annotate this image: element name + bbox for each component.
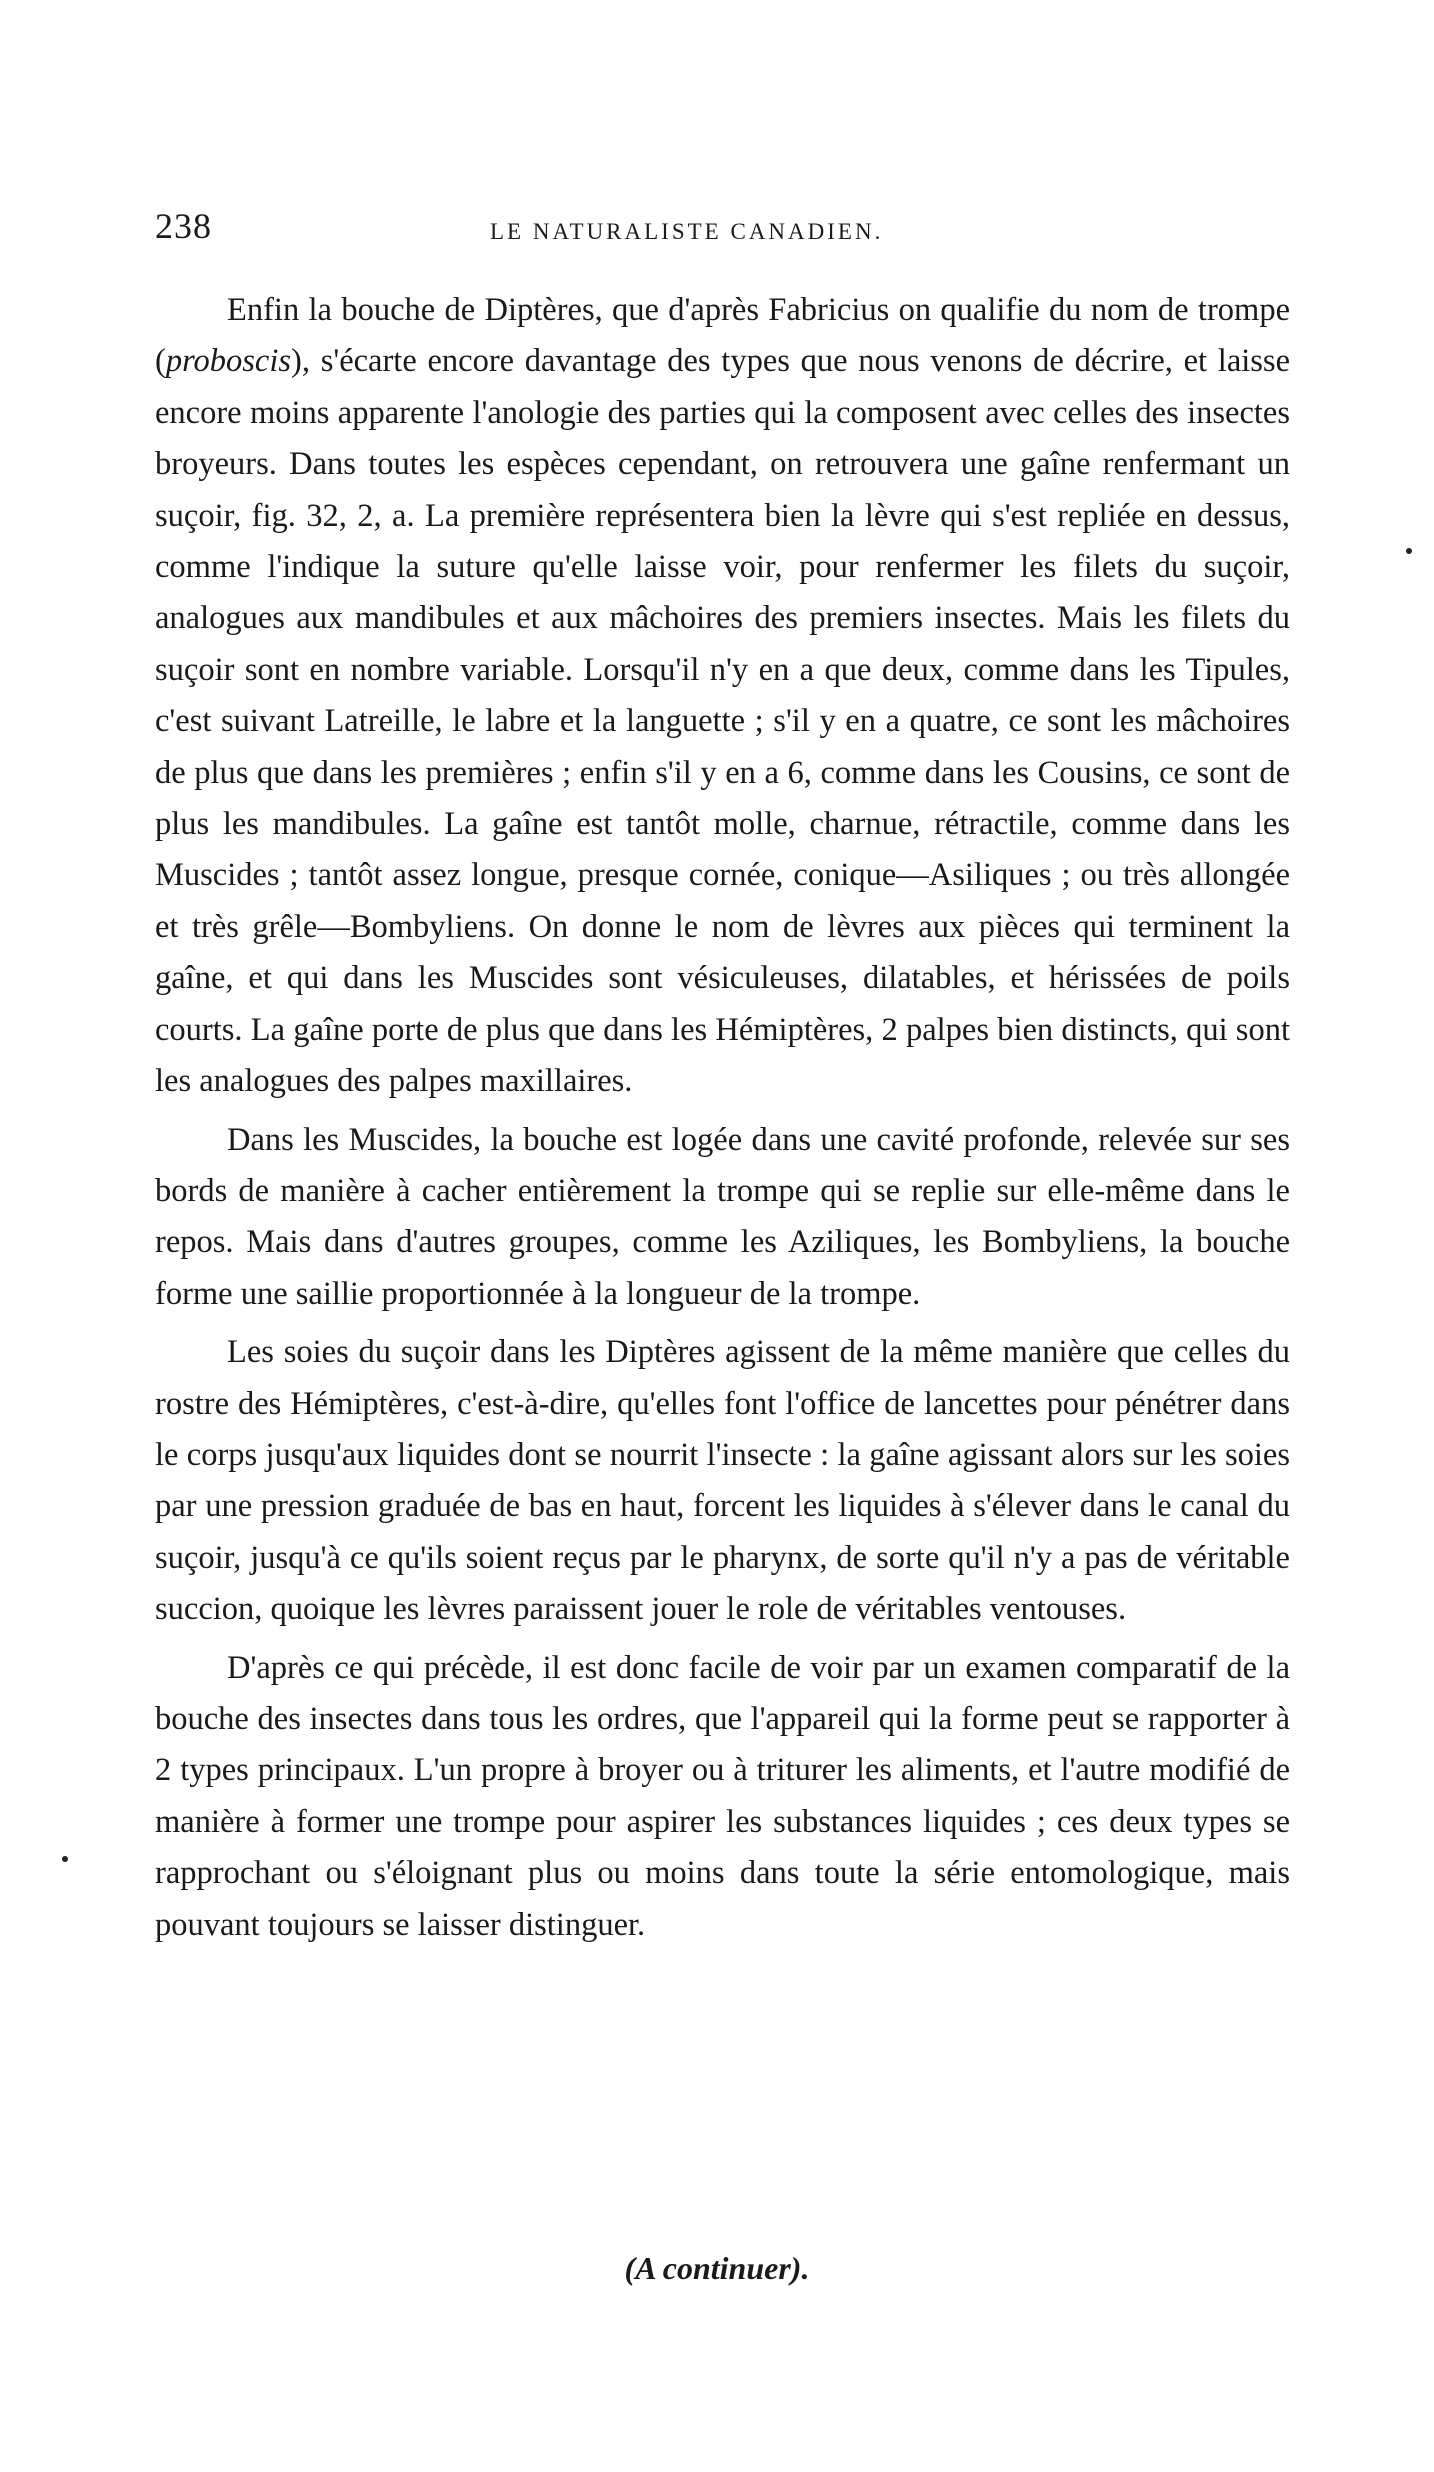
paragraph-1-start: Enfin la bouche de Diptères, que d'après Fabricius on qualifie du nom de trompe ( [155, 292, 1290, 380]
to-be-continued: (A continuer). [624, 2250, 810, 2286]
article-body [155, 285, 1290, 1958]
print-speck [62, 1856, 68, 1862]
page-number: 238 [155, 206, 212, 246]
running-title: LE NATURALISTE CANADIEN. [490, 219, 884, 244]
paragraph-3: Les soies du suçoir dans les Diptères agissent de la même manière que celles du rostre des Hémiptères, c'est-à-dire, qu'elles font l'office de lancettes pour pénétrer dans le corps jusqu'aux liquides dont se nourrit l'insecte : la gaîne agissant alors sur les soies par une pression graduée de bas en haut, forcent les liquides à s'élever dans le canal du suçoir, jusqu'à ce qu'ils soient reçus par le pharynx, de sorte qu'il n'y a pas de véritable succion, quoique les lèvres paraissent jouer le role de véritables ventouses. [155, 1334, 1290, 1628]
proboscis-term: proboscis [165, 343, 292, 380]
paragraph-4: D'après ce qui précède, il est donc facile de voir par un examen comparatif de la bouche des insectes dans tous les ordres, que l'appareil qui la forme peut se rapporter à 2 types principaux. L'un propre à broyer ou à triturer les aliments, et l'autre modifié de manière à former une trompe pour aspirer les substances liquides ; ces deux types se rapprochant ou s'éloignant plus ou moins dans toute la série entomologique, mais pouvant toujours se laisser distinguer. [155, 1649, 1290, 1943]
paragraph-2: Dans les Muscides, la bouche est logée dans une cavité profonde, relevée sur ses bords de manière à cacher entièrement la trompe qui se replie sur elle-même dans le repos. Mais dans d'autres groupes, comme les Aziliques, les Bombyliens, la bouche forme une saillie proportionnée à la longueur de la trompe. [155, 1121, 1290, 1312]
paragraph-1-rest: ), s'écarte encore davantage des types que nous venons de décrire, et laisse encore moins apparente l'anologie des parties qui la composent avec celles des insectes broyeurs. Dans toutes les espèces cependant, on retrouvera une gaîne renfermant un suçoir, fig. 32, 2, a. La première représentera bien la lèvre qui s'est repliée en dessus, comme l'indique la suture qu'elle laisse voir, pour renfermer les filets du suçoir, analogues aux mandibules et aux mâchoires des premiers insectes. Mais les filets du suçoir sont en nombre variable. Lorsqu'il n'y en a que deux, comme dans les Tipules, c'est suivant Latreille, le labre et la languette ; s'il y en a quatre, ce sont les mâchoires de plus que dans les premières ; enfin s'il y en a 6, comme dans les Cousins, ce sont de plus les mandibules. La gaîne est tantôt molle, charnue, rétractile, comme dans les Muscides ; tantôt assez longue, presque cornée, conique—Asiliques ; ou très allongée et très grêle—Bombyliens. On donne le nom de lèvres aux pièces qui terminent la gaîne, et qui dans les Muscides sont vésiculeuses, dilatables, et hérissées de poils courts. La gaîne porte de plus que dans les Hémiptères, 2 palpes bien distincts, qui sont les analogues des palpes maxillaires. [155, 343, 1290, 1100]
page-header [155, 205, 1290, 255]
paragraph-1 [155, 285, 1290, 1108]
print-speck [1406, 548, 1412, 554]
